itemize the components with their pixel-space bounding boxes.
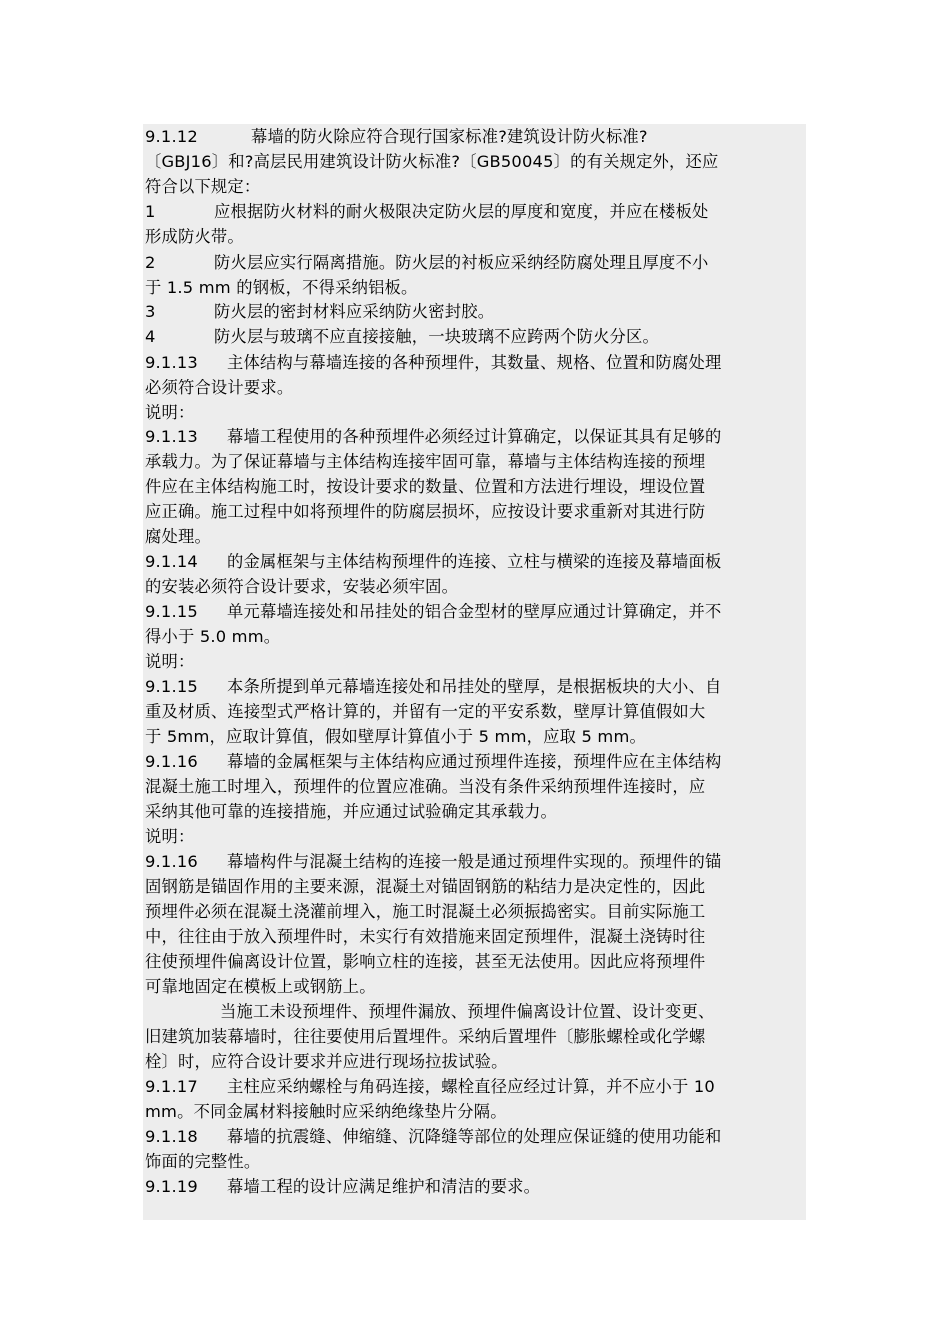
line-text: 往使预埋件偏离设计位置，影响立柱的连接，甚至无法使用。因此应将预埋件 xyxy=(145,952,706,971)
line-text: 的安装必须符合设计要求，安装必须牢固。 xyxy=(145,577,459,596)
clause-line xyxy=(145,424,807,449)
clause-line xyxy=(145,250,807,275)
text-line xyxy=(145,224,807,249)
text-line xyxy=(145,799,807,824)
line-text: 形成防火带。 xyxy=(145,227,244,246)
text-line xyxy=(145,1149,807,1174)
line-text: 幕墙的防火除应符合现行国家标准?建筑设计防火标准? xyxy=(251,127,648,146)
line-text: 于 1.5 mm 的钢板，不得采纳铝板。 xyxy=(145,278,418,297)
text-line xyxy=(145,174,807,199)
line-text: 旧建筑加装幕墙时，往往要使用后置埋件。采纳后置埋件〔膨胀螺栓或化学螺 xyxy=(145,1027,706,1046)
line-text: 必须符合设计要求。 xyxy=(145,378,294,397)
clause-number: 9.1.15 xyxy=(145,602,198,621)
line-text: 说明： xyxy=(145,827,195,846)
text-line xyxy=(145,974,807,999)
clause-number: 9.1.16 xyxy=(145,752,198,771)
line-text: mm。不同金属材料接触时应采纳绝缘垫片分隔。 xyxy=(145,1102,507,1121)
line-text: 预埋件必须在混凝土浇灌前埋入，施工时混凝土必须振捣密实。目前实际施工 xyxy=(145,902,706,921)
line-text: 防火层应实行隔离措施。防火层的衬板应采纳经防腐处理且厚度不小 xyxy=(214,253,709,272)
text-line xyxy=(145,724,807,749)
clause-number: 9.1.12 xyxy=(145,127,198,146)
line-text: 幕墙的金属框架与主体结构应通过预埋件连接，预埋件应在主体结构 xyxy=(227,752,722,771)
text-line xyxy=(145,949,807,974)
text-line xyxy=(145,1099,807,1124)
clause-number: 2 xyxy=(145,253,156,272)
line-text: 采纳其他可靠的连接措施，并应通过试验确定其承载力。 xyxy=(145,802,558,821)
clause-number: 9.1.18 xyxy=(145,1127,198,1146)
line-text: 防火层的密封材料应采纳防火密封胶。 xyxy=(214,302,495,321)
line-text: 的金属框架与主体结构预埋件的连接、立柱与横梁的连接及幕墙面板 xyxy=(227,552,722,571)
clause-number: 9.1.17 xyxy=(145,1077,198,1096)
line-text: 件应在主体结构施工时，按设计要求的数量、位置和方法进行埋设，埋设位置 xyxy=(145,477,706,496)
text-line xyxy=(145,874,807,899)
text-line xyxy=(145,149,807,174)
line-text: 说明： xyxy=(145,403,195,422)
text-line xyxy=(145,275,807,300)
line-text: 中，往往由于放入预埋件时，未实行有效措施来固定预埋件，混凝土浇铸时往 xyxy=(145,927,706,946)
text-line xyxy=(145,624,807,649)
clause-line xyxy=(145,674,807,699)
text-line xyxy=(145,699,807,724)
line-text: 幕墙工程使用的各种预埋件必须经过计算确定，以保证其具有足够的 xyxy=(227,427,722,446)
clause-line xyxy=(145,1124,807,1149)
text-line xyxy=(145,524,807,549)
line-text: 防火层与玻璃不应直接接触，一块玻璃不应跨两个防火分区。 xyxy=(214,327,659,346)
text-line xyxy=(145,375,807,400)
text-line xyxy=(145,924,807,949)
line-text: 可靠地固定在模板上或钢筋上。 xyxy=(145,977,376,996)
line-text: 饰面的完整性。 xyxy=(145,1152,261,1171)
clause-number: 3 xyxy=(145,302,156,321)
clause-line xyxy=(145,124,807,149)
clause-line xyxy=(145,199,807,224)
line-text: 幕墙工程的设计应满足维护和清洁的要求。 xyxy=(227,1177,541,1196)
clause-line xyxy=(145,599,807,624)
line-text: 幕墙构件与混凝土结构的连接一般是通过预埋件实现的。预埋件的锚 xyxy=(227,852,722,871)
text-line xyxy=(145,649,807,674)
clause-line xyxy=(145,1074,807,1099)
clause-line xyxy=(145,299,807,324)
line-text: 腐处理。 xyxy=(145,527,211,546)
text-line xyxy=(145,574,807,599)
clause-line xyxy=(145,749,807,774)
clause-number: 9.1.14 xyxy=(145,552,198,571)
clause-number: 9.1.19 xyxy=(145,1177,198,1196)
line-text: 应根据防火材料的耐火极限决定防火层的厚度和宽度，并应在楼板处 xyxy=(214,202,709,221)
text-line xyxy=(145,474,807,499)
line-text: 栓〕时，应符合设计要求并应进行现场拉拔试验。 xyxy=(145,1052,508,1071)
line-text: 当施工未设预埋件、预埋件漏放、预埋件偏离设计位置、设计变更、 xyxy=(220,1002,715,1021)
clause-line xyxy=(145,549,807,574)
clause-number: 9.1.15 xyxy=(145,677,198,696)
clause-number: 1 xyxy=(145,202,156,221)
clause-line xyxy=(145,849,807,874)
text-line xyxy=(145,499,807,524)
line-text: 幕墙的抗震缝、伸缩缝、沉降缝等部位的处理应保证缝的使用功能和 xyxy=(227,1127,722,1146)
text-line xyxy=(145,400,807,425)
clause-line xyxy=(145,350,807,375)
line-text: 承载力。为了保证幕墙与主体结构连接牢固可靠，幕墙与主体结构连接的预埋 xyxy=(145,452,706,471)
line-text: 得小于 5.0 mm。 xyxy=(145,627,281,646)
line-text: 固钢筋是锚固作用的主要来源，混凝土对锚固钢筋的粘结力是决定性的，因此 xyxy=(145,877,706,896)
clause-line xyxy=(145,1174,807,1199)
line-text: 主体结构与幕墙连接的各种预埋件，其数量、规格、位置和防腐处理 xyxy=(227,353,722,372)
text-line xyxy=(145,824,807,849)
line-text: 主柱应采纳螺栓与角码连接，螺栓直径应经过计算，并不应小于 10 xyxy=(227,1077,715,1096)
clause-number: 9.1.13 xyxy=(145,353,198,372)
clause-line xyxy=(145,324,807,349)
line-text: 〔GBJ16〕和?高层民用建筑设计防火标准?〔GB50045〕的有关规定外，还应 xyxy=(145,152,719,171)
line-text: 本条所提到单元幕墙连接处和吊挂处的壁厚，是根据板块的大小、自 xyxy=(227,677,722,696)
line-text: 于 5mm，应取计算值，假如壁厚计算值小于 5 mm，应取 5 mm。 xyxy=(145,727,647,746)
line-text: 混凝土施工时埋入，预埋件的位置应准确。当没有条件采纳预埋件连接时，应 xyxy=(145,777,706,796)
text-line xyxy=(145,449,807,474)
text-line xyxy=(145,999,807,1024)
text-line xyxy=(145,774,807,799)
clause-number: 4 xyxy=(145,327,156,346)
line-text: 说明： xyxy=(145,652,195,671)
text-line xyxy=(145,1024,807,1049)
text-line xyxy=(145,1049,807,1074)
line-text: 符合以下规定： xyxy=(145,177,261,196)
line-text: 单元幕墙连接处和吊挂处的铝合金型材的壁厚应通过计算确定，并不 xyxy=(227,602,722,621)
text-line xyxy=(145,899,807,924)
clause-number: 9.1.13 xyxy=(145,427,198,446)
line-text: 重及材质、连接型式严格计算的，并留有一定的平安系数，壁厚计算值假如大 xyxy=(145,702,706,721)
clause-number: 9.1.16 xyxy=(145,852,198,871)
line-text: 应正确。施工过程中如将预埋件的防腐层损坏，应按设计要求重新对其进行防 xyxy=(145,502,706,521)
